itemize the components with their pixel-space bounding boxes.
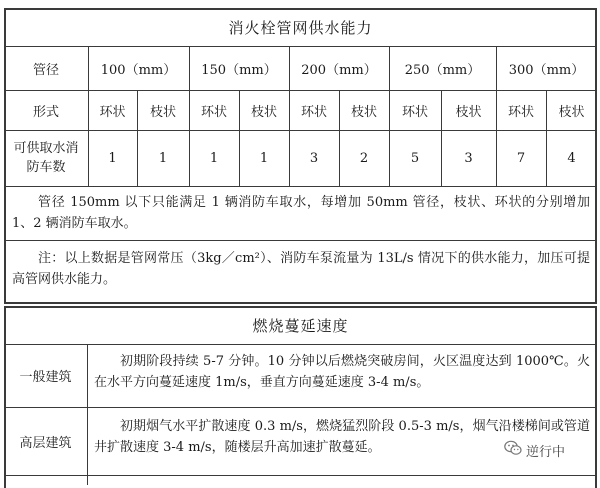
supply-footnote: 注：以上数据是管网常压（3kg／cm²）、消防车泵流量为 13L/s 情况下的供水能力，加压可提高管网供水能力。	[12, 251, 590, 287]
count-cell: 4	[567, 150, 576, 166]
diameter-cell: 200（mm）	[301, 62, 377, 78]
form-header: 形式	[32, 104, 59, 120]
spread-table-title: 燃烧蔓延速度	[252, 316, 349, 335]
form-cell: 枝状	[250, 104, 277, 120]
count-cell: 1	[259, 150, 269, 166]
count-cell: 3	[464, 150, 473, 166]
rule	[4, 407, 597, 408]
rule	[4, 186, 597, 187]
form-cell: 枝状	[149, 104, 176, 120]
count-cell: 1	[209, 150, 219, 166]
count-cell: 2	[359, 150, 369, 166]
diameter-cell: 100（mm）	[100, 62, 177, 78]
diameter-cell: 150（mm）	[201, 62, 277, 78]
watermark	[504, 439, 565, 461]
form-cell: 环状	[401, 104, 428, 120]
rule	[4, 344, 597, 345]
wechat-icon	[504, 440, 522, 460]
supply-table-title: 消火栓管网供水能力	[228, 18, 373, 37]
watermark-text: 逆行中	[526, 444, 566, 460]
form-cell: 环状	[99, 104, 126, 120]
count-header: 可供取水消防车数	[13, 141, 79, 175]
supply-note: 管径 150mm 以下只能满足 1 辆消防车取水，每增加 50mm 管径，枝状、环状的分别增加 1、2 辆消防车取水。	[12, 195, 590, 231]
diameter-cell: 300（mm）	[508, 62, 585, 78]
count-cell: 7	[516, 150, 526, 166]
spread-row-text: 初期阶段持续 5-7 分钟。10 分钟以后燃烧突破房间，火区温度达到 1000℃。火在水平方向蔓延速度 1m/s，垂直方向蔓延速度 3-4 m/s。	[94, 354, 590, 390]
spread-row-label: 一般建筑	[19, 370, 72, 385]
count-cell: 5	[410, 150, 420, 166]
rule	[4, 475, 597, 476]
diameter-header: 管径	[32, 62, 59, 78]
count-cell: 1	[108, 150, 117, 166]
diameter-cell: 250（mm）	[404, 62, 481, 78]
form-cell: 环状	[200, 104, 227, 120]
rule	[4, 240, 597, 241]
form-cell: 枝状	[350, 104, 377, 120]
spread-row-label: 高层建筑	[19, 435, 72, 451]
form-cell: 环状	[507, 104, 534, 120]
rule	[87, 344, 88, 485]
spread-row-text: 初期烟气水平扩散速度 0.3 m/s，燃烧猛烈阶段 0.5-3 m/s，烟气沿楼梯间或管道井扩散速度 3-4 m/s，随楼层升高加速扩散蔓延。	[94, 419, 590, 455]
count-cell: 1	[158, 150, 168, 166]
form-cell: 枝状	[558, 104, 585, 120]
form-cell: 枝状	[455, 104, 482, 120]
form-cell: 环状	[300, 104, 327, 120]
count-cell: 3	[309, 150, 319, 166]
